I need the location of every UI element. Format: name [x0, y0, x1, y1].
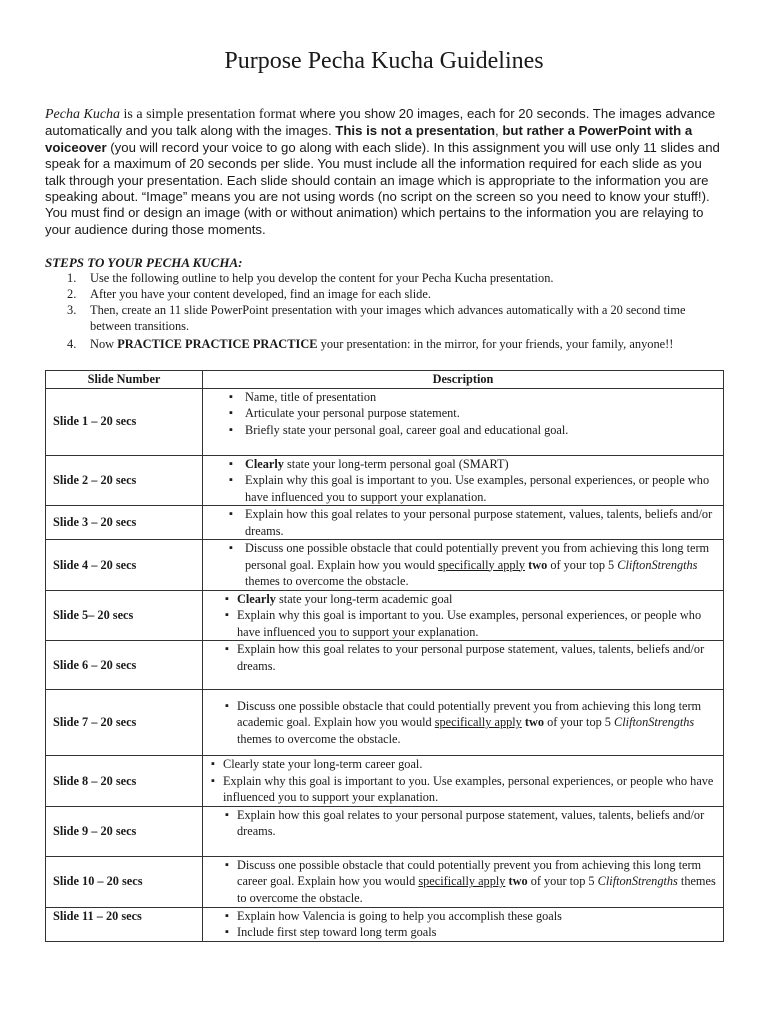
intro-term: Pecha Kucha	[45, 107, 121, 122]
table-row: Slide 4 – 20 secs ▪ Discuss one possible obstacle that could potentially prevent you from achieving this long term personal goal. Explain how you would specifically apply two of your top 5 CliftonStrengths themes to overcome the obstacle.	[46, 540, 724, 591]
table-row: Slide 5– 20 secs ▪ Clearly state your long-term academic goal ▪ Explain why this goal is important to you. Use examples, personal experiences, or people who have influenced you to support your explanation.	[46, 590, 724, 641]
step-item: 4. Now PRACTICE PRACTICE PRACTICE your presentation: in the mirror, for your friends, your family, anyone!!	[67, 337, 674, 351]
slide-label: Slide 1 – 20 secs	[46, 388, 203, 455]
table-row: Slide 8 – 20 secs ▪ Clearly state your long-term career goal. ▪ Explain why this goal is important to you. Use examples, personal experiences, or people who have influenced you to support your explanation.	[46, 756, 724, 807]
slide-label: Slide 10 – 20 secs	[46, 856, 203, 907]
slide-label: Slide 7 – 20 secs	[46, 690, 203, 756]
slide-label: Slide 11 – 20 secs	[46, 907, 203, 941]
intro-paragraph: Pecha Kucha is a simple presentation format where you show 20 images, each for 20 seconds. The images advance automatically and you talk along with the images. This is not a presentation, but rather a PowerPoint with a voiceover (you will record your voice to go along with each slide). In this assignment you will use only 11 slides and speak for a maximum of 20 seconds per slide. You must include all the information required for each slide as you talk through your presentation. Each slide should contain an image which is appropriate to the information you are speaking about. “Image” means you are not using words (no script on the screen so you need to know your stuff!). You must find or design an image (with or without animation) which pertains to the information you are relaying to your audience during those moments.	[45, 106, 720, 237]
table-header-row	[46, 371, 724, 389]
page-title: Purpose Pecha Kucha Guidelines	[224, 48, 544, 74]
table-row: Slide 2 – 20 secs ▪ Clearly state your long-term personal goal (SMART) ▪ Explain why this goal is important to you. Use examples, personal experiences, or people who have influenced you to support your explanation.	[46, 455, 724, 506]
table-row: Slide 9 – 20 secs ▪ Explain how this goal relates to your personal purpose statement, values, talents, beliefs and/or dreams.	[46, 806, 724, 856]
slide-label: Slide 3 – 20 secs	[46, 506, 203, 540]
intro-bold-1: This is not a presentation	[335, 123, 496, 139]
intro-bold-2: but rather a PowerPoint with a voiceover	[45, 123, 693, 155]
table-row: Slide 11 – 20 secs ▪ Explain how Valencia is going to help you accomplish these goals ▪ Include first step toward long term goals	[46, 907, 724, 941]
table-row: Slide 6 – 20 secs ▪ Explain how this goal relates to your personal purpose statement, values, talents, beliefs and/or dreams.	[46, 641, 724, 690]
step-item: 1. Use the following outline to help you develop the content for your Pecha Kucha presentation.	[67, 271, 554, 285]
column-header-description: Description	[203, 371, 724, 389]
step-item: 3. Then, create an 11 slide PowerPoint presentation with your images which advances automatically with a 20 second time between transitions.	[67, 303, 686, 333]
slide-label: Slide 8 – 20 secs	[46, 756, 203, 807]
slides-table	[45, 370, 724, 942]
table-row: Slide 1 – 20 secs ▪ Name, title of presentation ▪ Articulate your personal purpose statement. ▪ Briefly state your personal goal, career goal and educational goal.	[46, 388, 724, 455]
table-row: Slide 10 – 20 secs ▪ Discuss one possible obstacle that could potentially prevent you from achieving this long term career goal. Explain how you would specifically apply two of your top 5 CliftonStrengths themes to overcome the obstacle.	[46, 856, 724, 907]
column-header-slide-number: Slide Number	[46, 371, 203, 389]
step-item: 2. After you have your content developed, find an image for each slide.	[67, 287, 431, 301]
steps-list	[45, 270, 725, 352]
steps-heading: STEPS TO YOUR PECHA KUCHA:	[45, 255, 243, 270]
slide-label: Slide 4 – 20 secs	[46, 540, 203, 591]
slide-label: Slide 2 – 20 secs	[46, 455, 203, 506]
slide-label: Slide 9 – 20 secs	[46, 806, 203, 856]
table-row: Slide 3 – 20 secs ▪ Explain how this goal relates to your personal purpose statement, values, talents, beliefs and/or dreams.	[46, 506, 724, 540]
slide-label: Slide 5– 20 secs	[46, 590, 203, 641]
slide-label: Slide 6 – 20 secs	[46, 641, 203, 690]
table-row: Slide 7 – 20 secs ▪ Discuss one possible obstacle that could potentially prevent you from achieving this long term academic goal. Explain how you would specifically apply two of your top 5 CliftonStrengths themes to overcome the obstacle.	[46, 690, 724, 756]
